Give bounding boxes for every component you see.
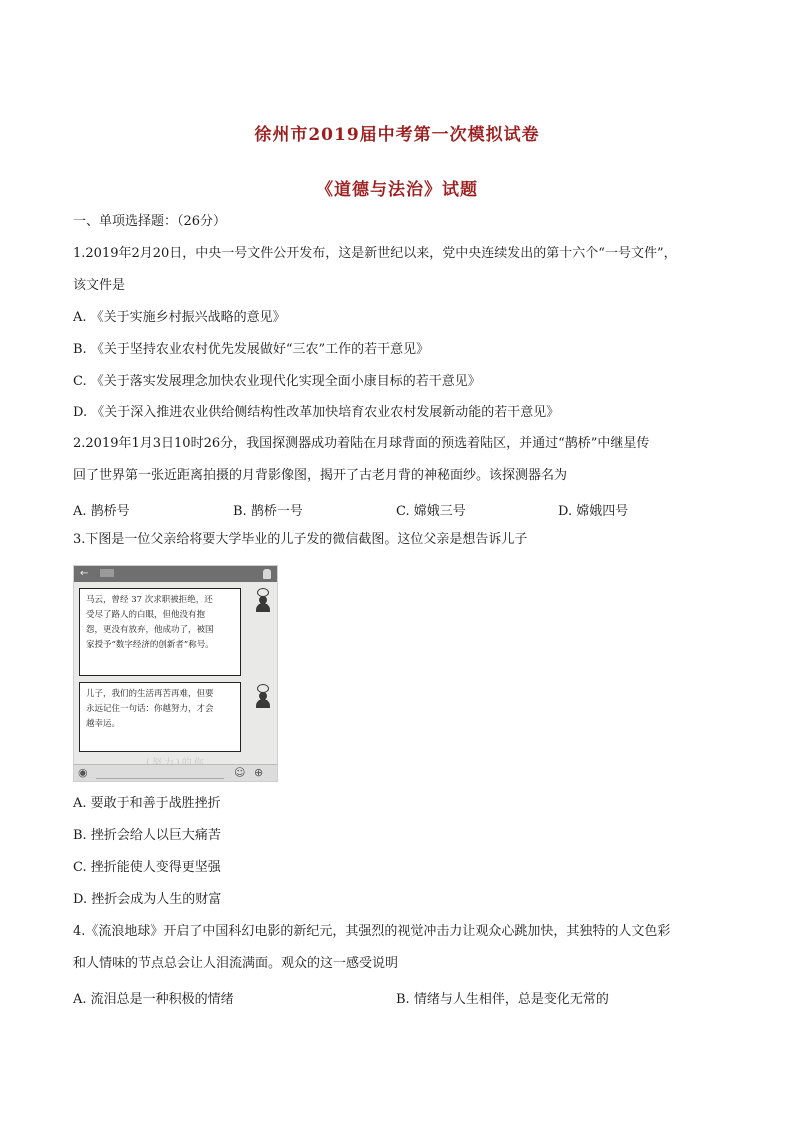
message-input [96, 768, 224, 779]
q4-option-b: B. 情绪与人生相伴，总是变化无常的 [396, 992, 609, 1007]
q3-option-b: B. 挫折会给人以巨大痛苦 [73, 828, 221, 843]
plus-icon: ⊕ [254, 766, 264, 779]
bubble1-line: 受尽了路人的白眼，但他没有抱 [86, 610, 206, 620]
contact-name-blur [100, 569, 114, 577]
voice-icon: ◉ [78, 766, 88, 779]
chat-bubble-1 [79, 588, 241, 676]
q4-stem-line1: 4.《流浪地球》开启了中国科幻电影的新纪元，其强烈的视觉冲击力让观众心跳加快，其独特的人文色彩 [73, 924, 671, 939]
section-heading: 一、单项选择题：（26分） [73, 214, 227, 229]
q1-option-d: D. 《关于深入推进农业供给侧结构性改革加快培育农业农村发展新动能的若干意见》 [73, 405, 560, 420]
bubble2-line: 儿子，我们的生活再苦再难，但要 [86, 689, 214, 699]
bubble1-line: 马云，曾经 37 次求职被拒绝，还 [86, 595, 213, 605]
q3-option-c: C. 挫折能使人变得更坚强 [73, 860, 221, 875]
q2-option-c: C. 嫦娥三号 [396, 504, 466, 519]
q4-option-a: A. 流泪总是一种积极的情绪 [73, 992, 234, 1007]
bubble1-line: 家授予“数字经济的创新者”称号。 [86, 640, 214, 650]
chat-top-bar [74, 566, 277, 582]
chat-input-bar [74, 764, 277, 781]
q1-option-b: B. 《关于坚持农业农村优先发展做好“三农”工作的若干意见》 [73, 342, 430, 357]
q2-stem-line1: 2.2019年1月3日10时26分，我国探测器成功着陆在月球背面的预选着陆区，并通过“鹊桥”中继星传 [73, 436, 650, 451]
q2-option-a: A. 鹊桥号 [73, 504, 130, 519]
q2-option-b: B. 鹊桥一号 [233, 504, 303, 519]
q2-option-d: D. 嫦娥四号 [558, 504, 629, 519]
q1-stem-line1: 1.2019年2月20日，中央一号文件公开发布，这是新世纪以来，党中央连续发出的第十六个“一号文件”， [73, 246, 677, 261]
q4-stem-line2: 和人情味的节点总会让人泪流满面。观众的这一感受说明 [73, 956, 399, 971]
back-arrow-icon: ← [80, 568, 89, 579]
exam-subtitle: 《道德与法治》试题 [316, 180, 478, 200]
bubble2-line: 永远记住一句话：你越努力，才会 [86, 704, 214, 714]
bubble2-line: 越幸运。 [86, 719, 121, 729]
emoji-icon: ☺ [234, 766, 246, 779]
bubble1-line: 怨，更没有放弃，他成功了，被国 [86, 625, 214, 635]
exam-title: 徐州市2019届中考第一次模拟试卷 [254, 125, 540, 145]
q1-option-a: A. 《关于实施乡村振兴战略的意见》 [73, 310, 286, 325]
q3-option-d: D. 挫折会成为人生的财富 [73, 892, 222, 907]
q3-stem: 3.下图是一位父亲给将要大学毕业的儿子发的微信截图。这位父亲是想告诉儿子 [73, 532, 528, 547]
profile-icon [263, 569, 271, 579]
q3-option-a: A. 要敢于和善于战胜挫折 [73, 796, 221, 811]
q2-stem-line2: 回了世界第一张近距离拍摄的月背影像图，揭开了古老月背的神秘面纱。该探测器名为 [73, 468, 568, 483]
wechat-screenshot [73, 565, 278, 782]
q1-stem-line2: 该文件是 [73, 278, 126, 293]
sender-avatar-icon [254, 588, 272, 612]
sender-avatar-icon [254, 684, 272, 708]
q1-option-c: C. 《关于落实发展理念加快农业现代化实现全面小康目标的若干意见》 [73, 374, 481, 389]
chat-bubble-2 [79, 682, 241, 752]
